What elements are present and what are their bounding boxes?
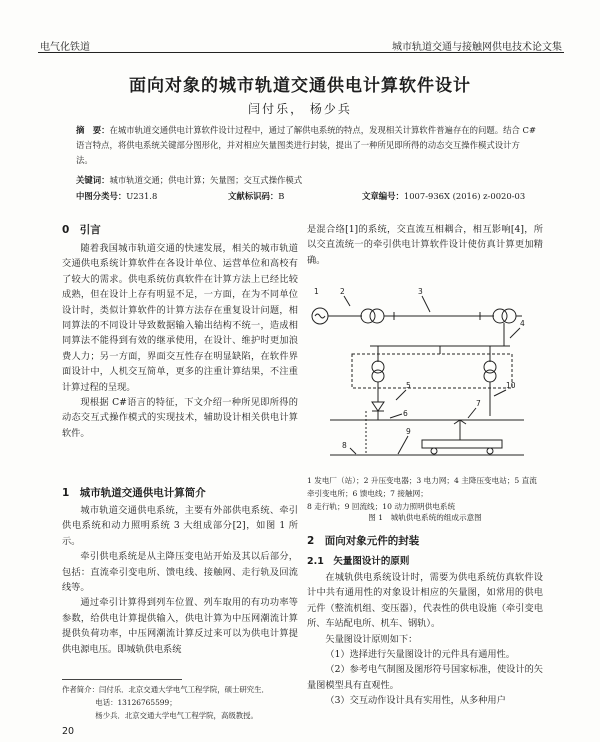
clc-number	[76, 190, 157, 202]
keywords	[76, 174, 536, 186]
leader-10	[494, 390, 506, 396]
main-transformer-coil-b	[502, 309, 516, 323]
doc-value: B	[278, 191, 285, 201]
right-paragraph-continued: 是混合络[1]的系统，交直流互相耦合，相互影响[4]，所以交直流统一的牵引供电计算软件设计使仿真计算更加精确。	[307, 224, 543, 266]
leader-6	[390, 414, 402, 418]
substation-box	[352, 354, 512, 388]
left-column-body-1	[62, 241, 298, 441]
generator-wave	[315, 314, 325, 318]
figure-caption: 图 1 城轨供电系统的组成示意图	[368, 513, 482, 522]
fig-label-2: 2	[340, 287, 345, 296]
abstract-text: 在城市轨道交通供电计算软件设计过程中，通过了解供电系统的特点，发现相关计算软件普遍存在的问题。结合 C#语言特点，将供电系统关键部分图形化，并对相应矢量图类进行封装，提出了一种所见即所得的动态交互操作模式设计方法。	[76, 125, 536, 165]
abstract	[76, 123, 536, 168]
running-header-left: 电气化铁道	[40, 42, 90, 53]
intro-paragraph-2: 现根据 C#语言的特征，下文介绍一种所见即所得的动态交互式操作模式的实现技术，辅助设计相关供电计算软件。	[62, 397, 298, 439]
fig-label-9: 9	[406, 427, 411, 436]
header-rule	[38, 52, 564, 53]
main-transformer-coil-a	[493, 309, 507, 323]
figure-legend-line-2: 8 走行轨；9 回流线；10 动力照明供电系统	[307, 502, 456, 511]
doc-label: 文献标识码：	[228, 191, 279, 201]
stepup-transformer-coil-b	[370, 309, 384, 323]
section21-paragraph-2: 矢量图设计原则如下：	[325, 633, 418, 645]
fig-label-3: 3	[418, 287, 423, 296]
footnote-line-1: 作者简介：闫付乐．北京交通大学电气工程学院，硕士研究生．	[62, 685, 269, 694]
leader-3	[422, 296, 430, 312]
paper-authors: 闫付乐， 杨少兵	[248, 102, 352, 116]
page-number: 20	[62, 726, 75, 737]
keywords-label: 关键词：	[76, 175, 110, 185]
section-1-heading: 1 城市轨道交通供电计算简介	[62, 487, 206, 499]
section1-paragraph-3: 通过牵引计算得到列车位置、列车取用的有功功率等参数，给供电计算提供输入，供电计算为中压网潮流计算提供负荷功率，中压网潮流计算反过来可以为供电计算提供电源电压。即城轨供电系统	[62, 597, 298, 655]
fig-label-6: 6	[403, 409, 408, 418]
author-footnote	[62, 683, 298, 722]
leader-2	[344, 296, 350, 306]
clc-value: U231.8	[126, 191, 158, 201]
paper-title: 面向对象的城市轨道交通供电计算软件设计	[129, 76, 471, 96]
keywords-text: 城市轨道交通；供电计算；矢量图；交互式操作模式	[109, 175, 303, 185]
train-body	[422, 440, 502, 448]
fig-label-7: 7	[476, 399, 481, 408]
doc-code	[228, 190, 284, 202]
section1-paragraph-2: 牵引供电系统是从主降压变电站开始及其以后部分，包括：直流牵引变电所、馈电线、接触网、走行轨及回流线等。	[62, 551, 298, 594]
fig-label-5: 5	[406, 381, 411, 390]
intro-paragraph-1: 随着我国城市轨道交通的快速发展，相关的城市轨道交通供电系统计算软件在各设计单位、运营单位和高校有了较大的需求。供电系统仿真软件在计算方法上已经比较成熟，但在设计上存有明显不足，一方面，在为不同单位设计时，类似计算软件的计算方法存在重复设计问题，相同算法的不同设计导致数据输入输出结构不统一，造成相同算法不能得到有效的继承使用，在设计、维护时更加浪费人力；另一方面，界面交互性存在明显缺陷，在软件界面设计中，人机交互简单，更多的注重计算结果，不注重计算过程的呈现。	[62, 243, 298, 393]
section-2-heading: 2 面向对象元件的封装	[307, 535, 420, 547]
rectifier-diode	[372, 402, 384, 411]
leader-9	[398, 436, 408, 454]
footnote-line-2: 电话：13126765599；	[95, 698, 177, 707]
section1-paragraph-1: 城市轨道交通供电系统，主要有外部供电系统、牵引供电系统和动力照明系统 3 大组成部分[2]，如图 1 所示。	[62, 505, 298, 547]
train-wheel-front	[431, 448, 437, 454]
section21-paragraph-1: 在城轨供电系统设计时，需要为供电系统仿真软件设计中共有通用性的对象设计相应的矢量图，如常用的供电元件（整流机组、变压器），代表性的供电设施（牵引变电所、车站配电所、机车、钢轨）。	[307, 572, 543, 630]
figure-legend-line-1: 1 发电厂（站）；2 升压变电器；3 电力网；4 主降压变电站；5 直流牵引变电所；6 馈电线；7 接触网；	[307, 476, 537, 498]
leader-7	[468, 408, 476, 418]
figure-legend	[307, 474, 543, 513]
right-column-body	[307, 570, 543, 709]
train-wheel-rear	[487, 448, 493, 454]
fig-label-10: 10	[506, 381, 516, 390]
leader-5	[396, 390, 406, 400]
right-column-top	[307, 222, 543, 268]
principle-3: （3）交互动作设计具有实用性，从多种用户	[325, 695, 506, 707]
leader-4	[510, 328, 520, 338]
principle-1: （1）选择进行矢量图设计的元件具有通用性。	[325, 649, 515, 661]
article-label: 文章编号：	[362, 191, 404, 201]
footnote-rule	[62, 679, 182, 680]
rectifier-transformer-coil-b	[372, 370, 384, 382]
fig-label-1: 1	[314, 287, 319, 296]
left-column-body-2	[62, 503, 298, 657]
section-0-heading: 0 引言	[62, 224, 101, 236]
fig-label-4: 4	[520, 319, 525, 328]
article-number	[362, 190, 525, 202]
clc-label: 中图分类号：	[76, 191, 127, 201]
stepup-transformer-coil-a	[361, 309, 375, 323]
power-system-diagram	[310, 284, 542, 468]
fig-label-8: 8	[342, 441, 347, 450]
principle-2: （2）参考电气制图及图形符号国家标准，使设计的矢量图模型具有直观性。	[307, 664, 543, 691]
leader-8	[350, 448, 356, 454]
abstract-label: 摘 要：	[76, 125, 110, 135]
lighting-transformer-coil-b	[484, 370, 496, 382]
section-2-1-heading: 2.1 矢量图设计的原则	[307, 556, 410, 567]
article-value: 1007-936X (2016) z-0020-03	[403, 191, 526, 201]
footnote-line-3: 杨少兵．北京交通大学电气工程学院，高级教授。	[95, 711, 258, 720]
running-header-right: 城市轨道交通与接触网供电技术论文集	[392, 42, 562, 53]
